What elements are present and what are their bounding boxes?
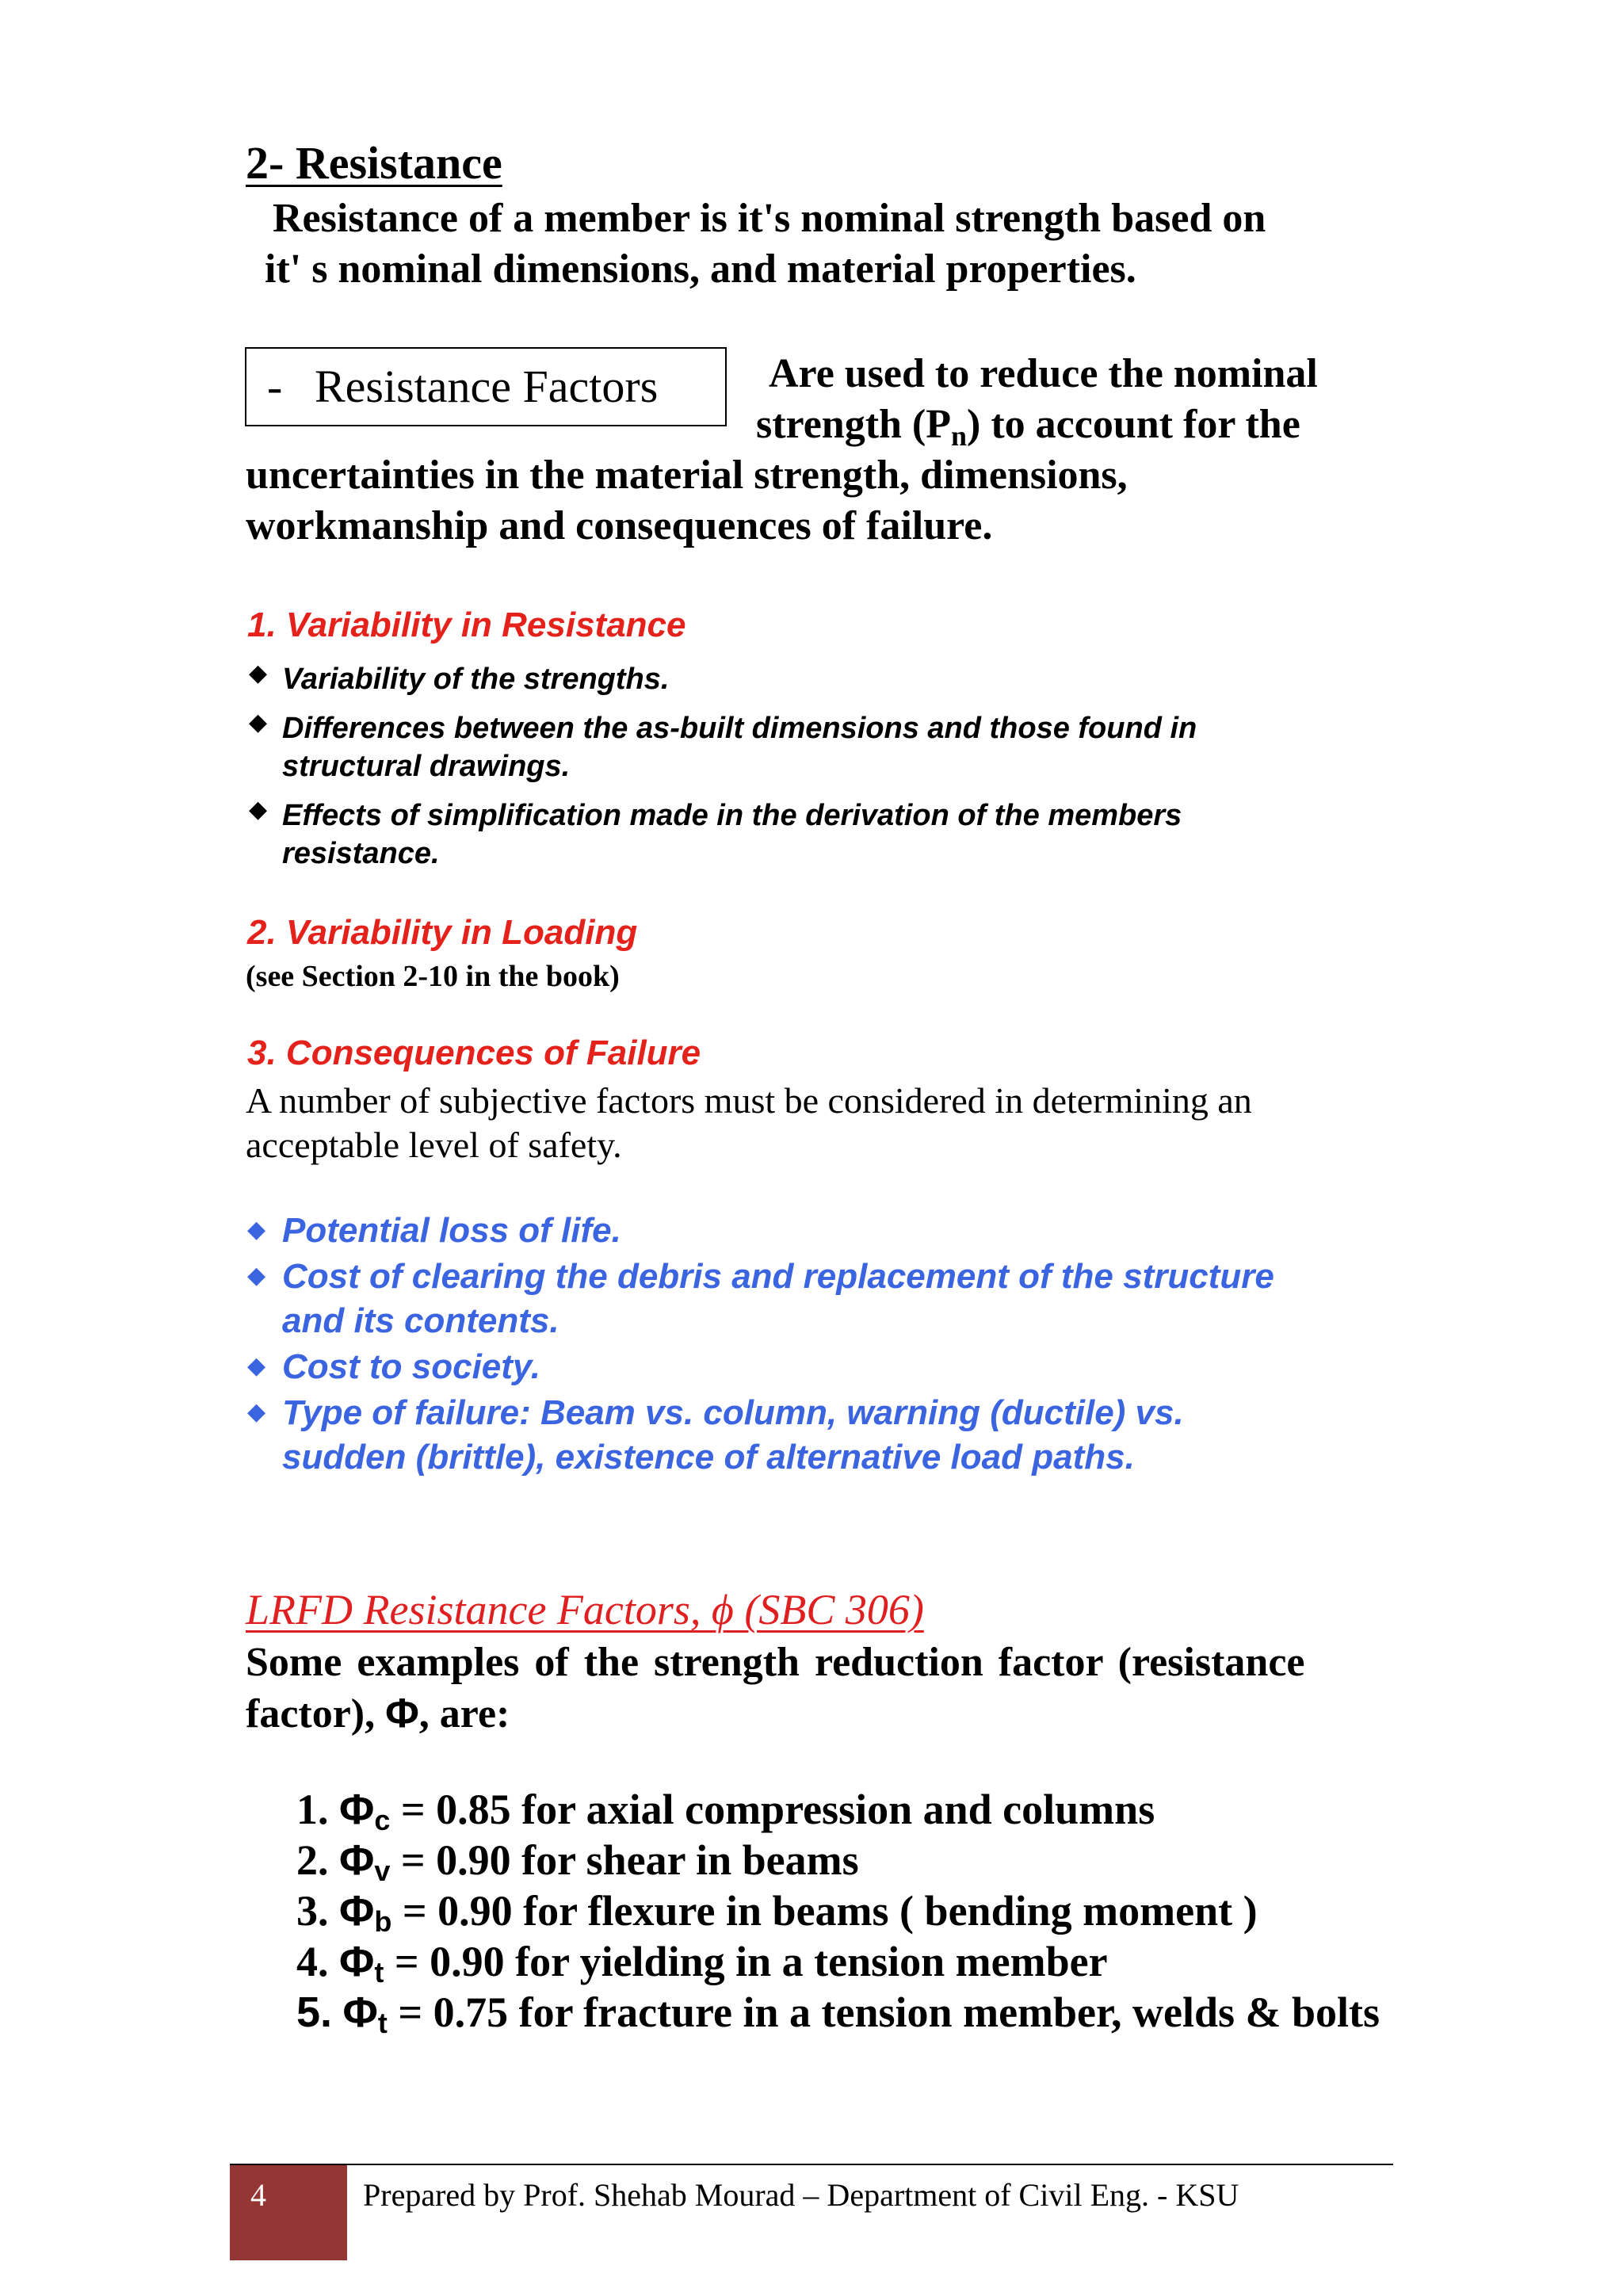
- footer-text: Prepared by Prof. Shehab Mourad – Department of Civil Eng. - KSU: [363, 2177, 1239, 2213]
- factor-row: [296, 1836, 859, 1888]
- resistance-item-3-line-2: resistance.: [282, 837, 440, 870]
- intro-line-2: it' s nominal dimensions, and material properties.: [265, 246, 1136, 292]
- resistance-item-2-line-1: Differences between the as-built dimensions and those found in: [282, 712, 1197, 745]
- bullet-diamond-icon: ◆: [249, 709, 268, 736]
- rf-line-4: workmanship and consequences of failure.: [246, 503, 993, 548]
- phi-symbol: Φ: [339, 1786, 375, 1833]
- resistance-factors-box: [245, 347, 727, 426]
- phi-symbol: Φ: [339, 1836, 375, 1884]
- consequences-text-line-1: A number of subjective factors must be considered in determining an: [246, 1080, 1252, 1121]
- lrfd-intro-line-1: Some examples of the strength reduction factor (resistance: [246, 1640, 1305, 1685]
- phi-subscript: t: [374, 1956, 384, 1988]
- lrfd-intro-line-2: [246, 1690, 510, 1737]
- page-number-box: [230, 2165, 347, 2260]
- box-dash: -: [267, 361, 283, 412]
- bullet-diamond-icon: ◆: [249, 659, 268, 687]
- variability-resistance-title: 1. Variability in Resistance: [247, 606, 686, 644]
- factor-row: [296, 1988, 1380, 2040]
- phi-subscript: v: [374, 1855, 391, 1887]
- bullet-diamond-icon: ◆: [247, 1262, 266, 1289]
- bullet-diamond-icon: ◆: [247, 1352, 266, 1380]
- factor-number: 2.: [296, 1836, 329, 1884]
- page-number: 4: [250, 2177, 266, 2213]
- factor-row: [296, 1785, 1155, 1837]
- factor-number: 3.: [296, 1887, 329, 1935]
- bullet-diamond-icon: ◆: [247, 1398, 266, 1426]
- phi-symbol: Φ: [339, 1887, 375, 1935]
- phi-symbol: Φ: [339, 1938, 375, 1985]
- factor-equation: = 0.90 for flexure in beams ( bending moment ): [391, 1887, 1258, 1935]
- lrfd-title: LRFD Resistance Factors, ϕ (SBC 306): [246, 1586, 924, 1633]
- rf-line-2: [756, 401, 1300, 453]
- factor-number: 5.: [296, 1988, 333, 2036]
- consequence-item-4-line-2: sudden (brittle), existence of alternative load paths.: [282, 1438, 1135, 1477]
- rf-line-2a: strength (P: [756, 402, 952, 447]
- consequence-item-2-line-1: Cost of clearing the debris and replacement of the structure: [282, 1257, 1274, 1296]
- factor-row: [296, 1886, 1258, 1939]
- intro-line-1: Resistance of a member is it's nominal strength based on: [273, 196, 1266, 241]
- rf-line-2b: ) to account for the: [967, 402, 1300, 447]
- resistance-item-3-line-1: Effects of simplification made in the derivation of the members: [282, 799, 1182, 832]
- phi-subscript: b: [374, 1905, 392, 1938]
- loading-note: (see Section 2-10 in the book): [246, 960, 620, 993]
- factor-number: 4.: [296, 1938, 329, 1985]
- factor-equation: = 0.75 for fracture in a tension member, welds & bolts: [387, 1988, 1381, 2036]
- factor-equation: = 0.90 for shear in beams: [390, 1836, 859, 1884]
- consequence-item-3: Cost to society.: [282, 1347, 540, 1386]
- factor-number: 1.: [296, 1786, 329, 1833]
- rf-subscript: n: [951, 420, 968, 452]
- consequence-item-2-line-2: and its contents.: [282, 1301, 559, 1340]
- section-heading: 2- Resistance: [246, 137, 502, 189]
- bullet-diamond-icon: ◆: [247, 1216, 266, 1244]
- consequence-item-1: Potential loss of life.: [282, 1211, 621, 1250]
- consequences-title: 3. Consequences of Failure: [247, 1033, 701, 1072]
- variability-loading-title: 2. Variability in Loading: [247, 913, 638, 952]
- phi-subscript: t: [377, 2007, 388, 2039]
- consequence-item-4-line-1: Type of failure: Beam vs. column, warning (ductile) vs.: [282, 1393, 1184, 1432]
- factor-equation: = 0.90 for yielding in a tension member: [384, 1938, 1108, 1985]
- rf-line-3: uncertainties in the material strength, dimensions,: [246, 453, 1128, 498]
- bullet-diamond-icon: ◆: [249, 796, 268, 823]
- rf-line-1: Are used to reduce the nominal: [769, 351, 1318, 396]
- resistance-item-2-line-2: structural drawings.: [282, 750, 571, 783]
- lrfd-intro-2a: factor),: [246, 1691, 386, 1736]
- box-label: Resistance Factors: [315, 361, 659, 412]
- factor-row: [296, 1937, 1108, 1989]
- consequences-text-line-2: acceptable level of safety.: [246, 1125, 622, 1165]
- footer-rule: [230, 2164, 1393, 2165]
- phi-symbol: Φ: [385, 1690, 419, 1736]
- factor-equation: = 0.85 for axial compression and columns: [390, 1786, 1155, 1833]
- lrfd-intro-2b: , are:: [418, 1691, 510, 1736]
- phi-subscript: c: [374, 1804, 391, 1836]
- phi-symbol: Φ: [342, 1988, 378, 2036]
- resistance-item-1: Variability of the strengths.: [282, 663, 670, 696]
